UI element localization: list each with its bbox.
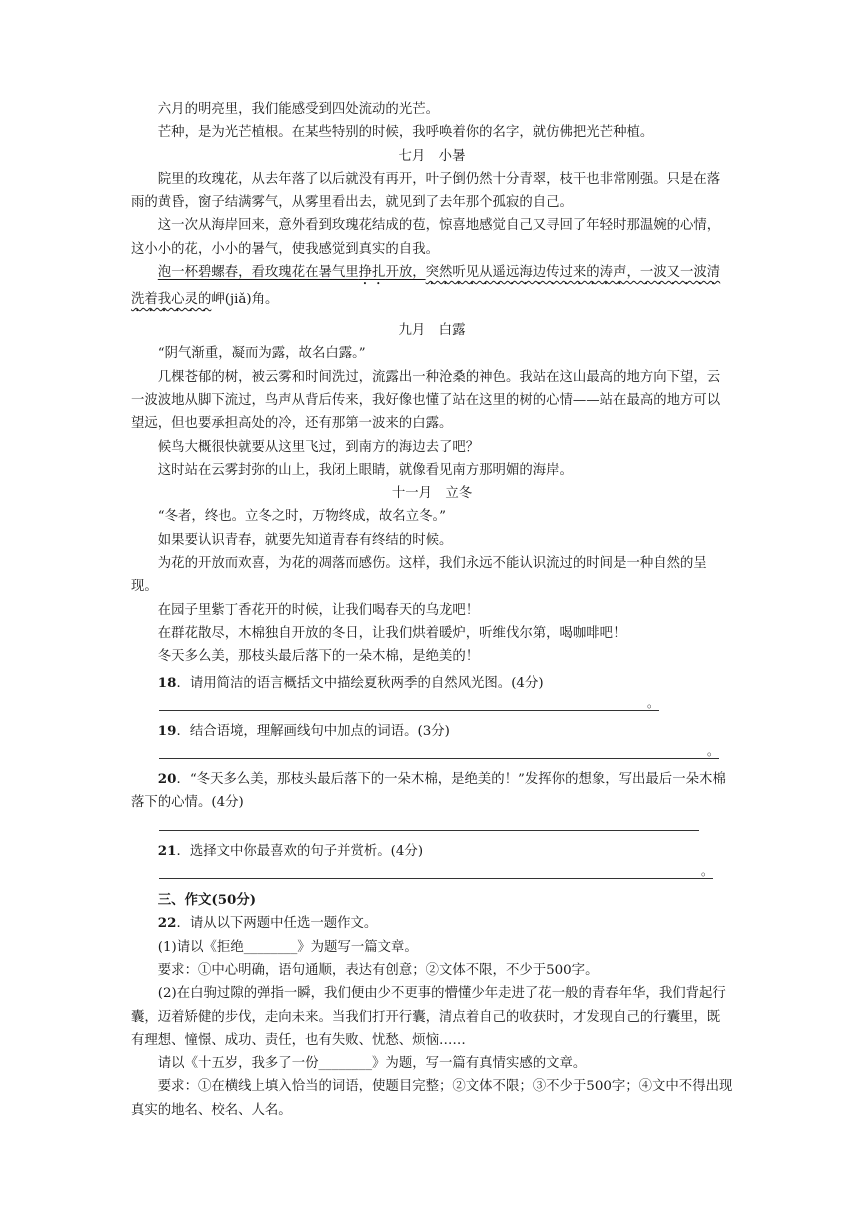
dotted-word: 挣扎: [358, 265, 386, 281]
answer-line-18[interactable]: [159, 695, 733, 717]
july-paragraph-1: 院里的玫瑰花，从去年落了以后就没有再开，叶子倒仍然十分青翠，枝干也非常刚强。只是在落雨的黄昏，窗子结满雾气，从雾里看出去，就见到了去年那个孤寂的自己。: [131, 171, 721, 211]
question-number: 18: [157, 674, 177, 691]
section-essay-heading: 三、作文(50分): [157, 892, 257, 909]
wavy-underlined-sentence: 突然听见从遥远海边传过来的涛声，一波又一波清洗着我心灵的: [131, 265, 721, 308]
november-paragraph-2: 如果要认识青春，就要先知道青春有终结的时候。: [157, 532, 453, 548]
july-paragraph-3-end: 岬(jiǎ)角。: [211, 292, 279, 308]
november-paragraph-6: 冬天多么美，那枝头最后落下的一朵木棉，是绝美的！: [157, 649, 480, 665]
question-text: ．结合语境，理解画线句中加点的词语。(3分): [176, 723, 450, 739]
question-text: ．选择文中你最喜欢的句子并赏析。(4分): [176, 843, 424, 859]
question-text: ．请用简洁的语言概括文中描绘夏秋两季的自然风光图。(4分): [176, 675, 544, 691]
heading-july: 七月 小暑: [398, 148, 466, 164]
november-paragraph-1: “冬者，终也。立冬之时，万物终成，故名立冬。”: [157, 509, 446, 525]
heading-september: 九月 白露: [398, 323, 466, 339]
question-22: [131, 912, 733, 935]
november-paragraph-4: 在园子里紫丁香花开的时候，让我们喝春天的乌龙吧！: [157, 602, 480, 618]
september-paragraph-1: “阴气渐重，凝而为露，故名白露。”: [157, 346, 366, 362]
question-number: 19: [157, 722, 177, 739]
question-number: 20: [157, 771, 177, 788]
september-paragraph-2: 几棵苍郁的树，被云雾和时间洗过，流露出一种沧桑的神色。我站在这山最高的地方向下望，云一波波地从脚下流过，鸟声从背后传来，我好像也懂了站在这里的树的心情——站在最高的地方可以望远，但也要承担高处的冷，还有那第一波来的白露。: [131, 369, 721, 432]
question-21: [131, 840, 733, 863]
answer-end-mark: 。: [701, 863, 714, 878]
question-18: [131, 672, 733, 695]
answer-line-21[interactable]: [159, 863, 733, 885]
essay-option-2-prompt: 请以《十五岁，我多了一份________》为题，写一篇有真情实感的文章。: [157, 1056, 587, 1072]
essay-requirements-1: 要求：①中心明确，语句通顺，表达有创意；②文体不限，不少于500字。: [157, 962, 599, 978]
november-paragraph-3: 为花的开放而欢喜，为花的凋落而感伤。这样，我们永远不能认识流过的时间是一种自然的呈现。: [131, 556, 707, 595]
question-number: 22: [157, 915, 177, 932]
question-20: [131, 768, 733, 815]
answer-end-mark: 。: [647, 695, 660, 710]
heading-november: 十一月 立冬: [391, 486, 473, 502]
underlined-sentence-b: 开放，: [385, 265, 426, 281]
answer-line-19[interactable]: [159, 743, 733, 765]
question-19: [131, 720, 733, 743]
september-paragraph-4: 这时站在云雾封弥的山上，我闭上眼睛，就像看见南方那明媚的海岸。: [157, 462, 573, 478]
underlined-sentence-a: 泡一杯碧螺春，看玫瑰花在暑气里: [157, 265, 359, 281]
answer-end-mark: 。: [707, 743, 720, 758]
question-text: ．“冬天多么美，那枝头最后落下的一朵木棉，是绝美的！”发挥你的想象，写出最后一朵木棉落下的心情。(4分): [131, 772, 726, 811]
essay-option-2: (2)在白驹过隙的弹指一瞬，我们便由少不更事的懵懂少年走进了花一般的青春年华，我们背起行囊，迈着矫健的步伐，走向未来。当我们打开行囊，清点着自己的收获时，才发现自己的行囊里，既有理想、憧憬、成功、责任，也有失败、忧愁、烦恼……: [131, 986, 726, 1048]
september-paragraph-3: 候鸟大概很快就要从这里飞过，到南方的海边去了吧？: [157, 439, 480, 455]
july-paragraph-3: [131, 261, 733, 315]
question-text: ．请从以下两题中任选一题作文。: [176, 916, 378, 932]
intro-paragraph-2: 芒种，是为光芒植根。在某些特别的时候，我呼唤着你的名字，就仿佛把光芒种植。: [157, 125, 654, 141]
november-paragraph-5: 在群花散尽，木棉独自开放的冬日，让我们烘着暖炉，听维伐尔第，喝咖啡吧！: [157, 625, 627, 641]
intro-paragraph-1: 六月的明亮里，我们能感受到四处流动的光芒。: [157, 102, 439, 117]
question-number: 21: [157, 842, 177, 859]
essay-option-1: (1)请以《拒绝________》为题写一篇文章。: [157, 939, 418, 955]
essay-requirements-2: 要求：①在横线上填入恰当的词语，使题目完整；②文体不限；③不少于500字；④文中不得出现真实的地名、校名、人名。: [131, 1079, 733, 1118]
answer-line-20[interactable]: [159, 815, 733, 837]
july-paragraph-2: 这一次从海岸回来，意外看到玫瑰花结成的苞，惊喜地感觉自己又寻回了年轻时那温婉的心情，这小小的花，小小的暑气，使我感觉到真实的自我。: [131, 218, 721, 257]
document-page: [131, 98, 733, 1122]
